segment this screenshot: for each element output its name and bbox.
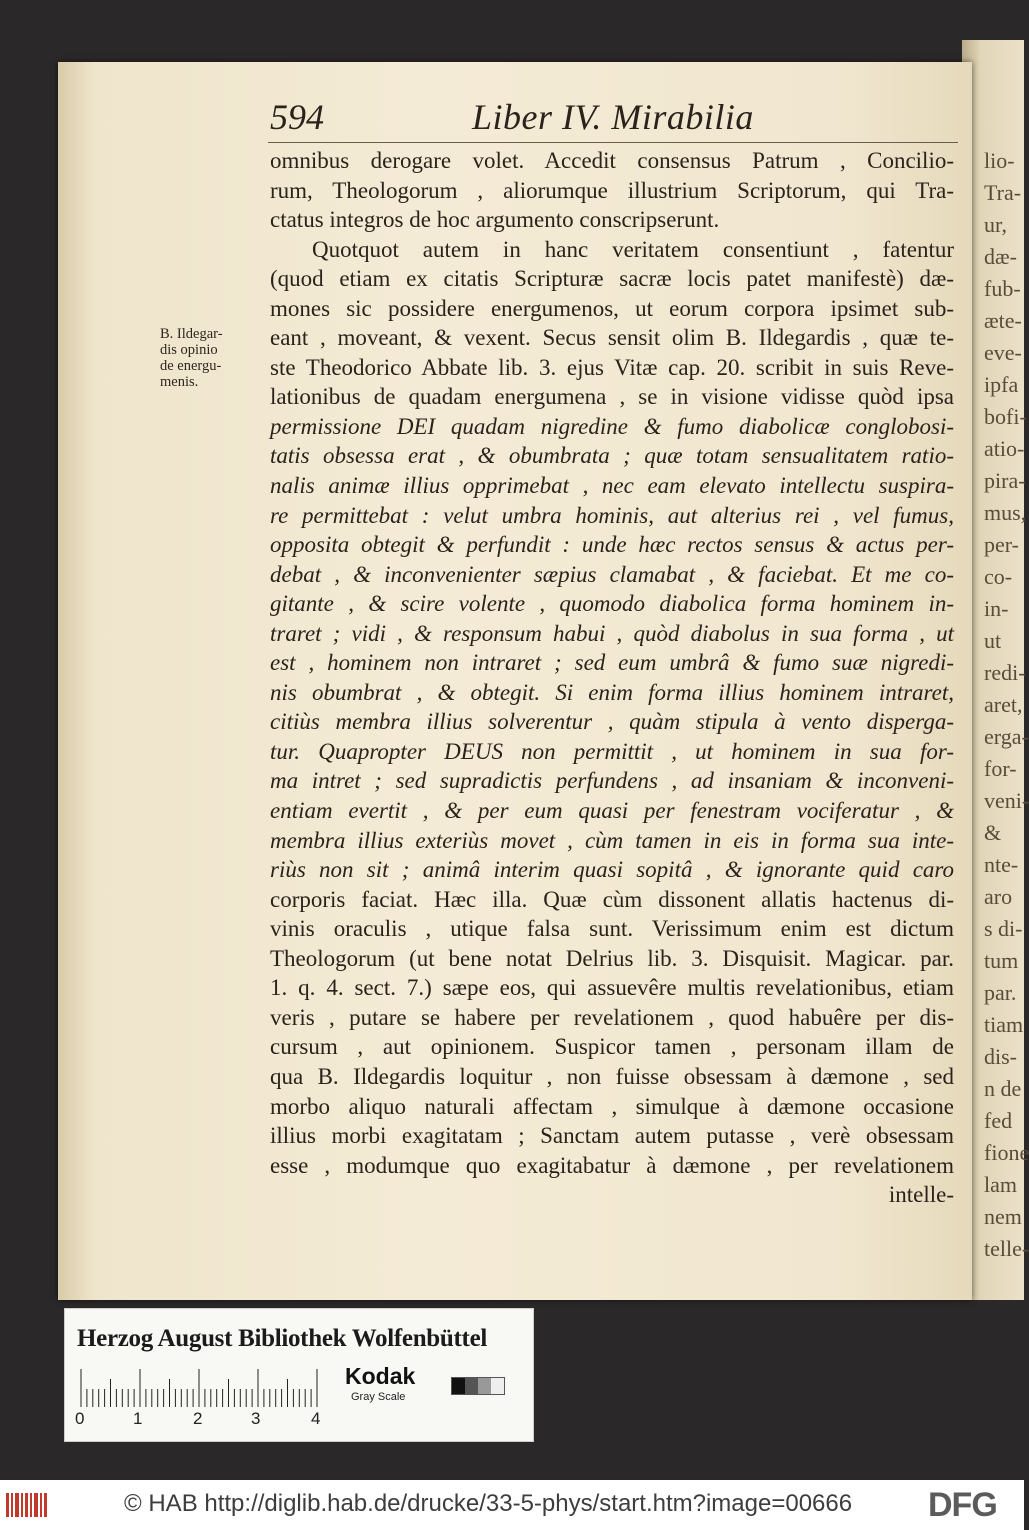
adjacent-page-fragment: fub- <box>984 276 1021 301</box>
adjacent-page-fragment: mus, <box>984 500 1027 525</box>
text-line: illius morbi exagitatam ; Sanctam autem putasse , verè obsessam <box>270 1123 954 1149</box>
adjacent-page-fragment: ur, <box>984 212 1007 237</box>
adjacent-page-fragment: co- <box>984 564 1013 589</box>
page-number: 594 <box>270 97 324 137</box>
ruler-number: 0 <box>75 1409 85 1428</box>
text-line: re permittebat : velut umbra hominis, aut alterius rei , vel fumus, <box>270 502 954 528</box>
adjacent-page-fragment: fed <box>984 1108 1013 1133</box>
adjacent-page-fragment: nte- <box>984 852 1019 877</box>
text-line: qua B. Ildegardis loquitur , non fuisse obsessam à dæmone , sed <box>270 1063 954 1089</box>
text-line: 1. q. 4. sect. 7.) sæpe eos, qui assuevêre multis revelationibus, etiam <box>270 975 954 1001</box>
text-line: tatis obsessa erat , & obumbrata ; quæ totam sensualitatem ratio- <box>270 443 954 469</box>
text-line: nalis animæ illius opprimebat , nec eam elevato intellectu suspira- <box>270 473 954 499</box>
adjacent-page-fragment: bofi- <box>984 404 1027 429</box>
text-line: veris , putare se habere per revelationem , quod habuêre per dis- <box>270 1004 954 1030</box>
dfg-logo: DFG <box>928 1486 997 1524</box>
adjacent-page-fragment: per- <box>984 532 1019 557</box>
adjacent-page-fragment: nem <box>984 1204 1022 1229</box>
text-line: mones sic possidere energumenos, ut eorum corpora ipsimet sub- <box>270 295 954 321</box>
adjacent-page-fragment: in- <box>984 596 1009 621</box>
text-line: Theologorum (ut bene notat Delrius lib. 3. Disquisit. Magicar. par. <box>270 945 954 971</box>
text-line: cursum , aut opinionem. Suspicor tamen , personam illam de <box>270 1034 954 1060</box>
text-line: membra illius exteriùs movet , cùm tamen in eis in forma sua inte- <box>270 827 954 853</box>
adjacent-page-fragment: erga- <box>984 724 1029 749</box>
text-line: vinis oraculis , utique falsa sunt. Verissimum enim est dictum <box>270 916 954 942</box>
adjacent-page-fragment: tum <box>984 948 1019 973</box>
margin-note-line: de energu- <box>160 358 222 374</box>
adjacent-page-fragment: par. <box>984 980 1017 1005</box>
text-line: esse , modumque quo exagitabatur à dæmone , per revelationem <box>270 1152 954 1178</box>
gray-patch-black <box>452 1378 465 1394</box>
library-name: Herzog August Bibliothek Wolfenbüttel <box>77 1325 488 1352</box>
adjacent-page-fragment: fione <box>984 1140 1029 1165</box>
copyright-link[interactable]: © HAB http://diglib.hab.de/drucke/33-5-phys/start.htm?image=00666 <box>124 1490 853 1517</box>
text-line: eant , moveant, & vexent. Secus sensit olim B. Ildegardis , quæ te- <box>270 325 954 351</box>
text-line: ctatus integros de hoc argumento conscripserunt. <box>270 207 720 233</box>
body-text <box>270 146 954 1210</box>
running-head: Liber IV. Mirabilia <box>472 97 754 137</box>
ruler-number: 1 <box>133 1409 143 1428</box>
text-line: intelle- <box>888 1182 954 1208</box>
ruler-number: 3 <box>251 1409 261 1428</box>
text-line: entiam evertit , & per eum quasi per fenestram vociferatur , & <box>270 798 954 824</box>
margin-note-line: menis. <box>160 374 199 390</box>
gray-scale-label: Gray Scale <box>351 1391 406 1403</box>
text-line: ma intret ; sed supradictis perfundens , ad insaniam & inconveni- <box>270 768 954 794</box>
text-line: debat , & inconvenienter sæpius clamabat , & faciebat. Et me co- <box>270 561 954 587</box>
gray-patch-dark <box>465 1378 478 1394</box>
text-line: citiùs membra illius solverentur , quàm stipula à vento disperga- <box>270 709 954 735</box>
text-line: opposita obtegit & perfundit : unde hæc rectos sensus & actus per- <box>270 532 954 558</box>
text-line: gitante , & scire volente , quomodo diabolica forma hominem in- <box>270 591 954 617</box>
margin-note <box>160 326 268 390</box>
kodak-logo: Kodak <box>345 1363 416 1389</box>
adjacent-page-fragment: veni- <box>984 788 1029 813</box>
text-line: corporis faciat. Hæc illa. Quæ cùm dissonent allatis hactenus di- <box>270 886 954 912</box>
text-line: traret ; vidi , & responsum habui , quòd diabolus in sua forma , ut <box>270 620 954 646</box>
adjacent-page-fragment: atio- <box>984 436 1025 461</box>
header-rule <box>268 142 958 143</box>
text-line: morbo aliquo naturali affectam , simulque à dæmone occasione <box>270 1093 954 1119</box>
adjacent-page-fragment: eve- <box>984 340 1022 365</box>
text-line: tur. Quapropter DEUS non permittit , ut hominem in sua for- <box>270 738 954 764</box>
adjacent-page-fragment: pira- <box>984 468 1026 493</box>
margin-note-line: dis opinio <box>160 342 218 358</box>
text-line: (quod etiam ex citatis Scripturæ sacræ locis patet manifestè) dæ- <box>270 266 954 292</box>
adjacent-page-fragment: aret, <box>984 692 1023 717</box>
barcode-icon <box>6 1491 48 1519</box>
text-line: Quotquot autem in hanc veritatem consentiunt , fatentur <box>312 236 954 262</box>
gray-patch-mid <box>478 1378 491 1394</box>
gray-patch-light <box>491 1378 504 1394</box>
ruler-scale <box>79 1367 319 1407</box>
adjacent-page-fragment: dis- <box>984 1044 1017 1069</box>
adjacent-page-fragment: lam <box>984 1172 1017 1197</box>
color-scale-card <box>64 1308 534 1442</box>
adjacent-page-fragment: aro <box>984 884 1013 909</box>
footer-bar <box>0 1480 1024 1530</box>
adjacent-page-fragment: dæ- <box>984 244 1017 269</box>
adjacent-page-fragment: lio- <box>984 148 1015 173</box>
text-line: omnibus derogare volet. Accedit consensus Patrum , Concilio- <box>270 148 954 173</box>
adjacent-page-fragment: for- <box>984 756 1017 781</box>
adjacent-page-fragment: æte- <box>984 308 1022 333</box>
adjacent-page-fragment: tiam <box>984 1012 1024 1037</box>
adjacent-page-fragment: Tra- <box>984 180 1022 205</box>
adjacent-page-fragment: redi- <box>984 660 1026 685</box>
text-line: est , hominem non intraret ; sed eum umbrâ & fumo suæ nigredi- <box>270 650 954 676</box>
adjacent-page-fragment: & <box>984 820 1002 845</box>
margin-note-line: B. Ildegar- <box>160 326 223 342</box>
adjacent-page-fragment: telle- <box>984 1236 1029 1261</box>
text-line: ste Theodorico Abbate lib. 3. ejus Vitæ cap. 20. scribit in suis Reve- <box>270 354 954 380</box>
text-line: rum, Theologorum , aliorumque illustrium Scriptorum, qui Tra- <box>270 177 954 203</box>
text-line: lationibus de quadam energumena , se in visione vidisse quòd ipsa <box>270 384 954 410</box>
ruler-number: 2 <box>193 1409 203 1428</box>
ruler-number: 4 <box>311 1409 321 1428</box>
adjacent-page-fragment: s di- <box>984 916 1023 941</box>
text-line: riùs non sit ; animâ interim quasi sopitâ , & ignorante quid caro <box>270 857 954 883</box>
adjacent-page-fragment: n de <box>984 1076 1022 1101</box>
gray-patches <box>451 1377 505 1395</box>
adjacent-page-fragment: ipfa <box>984 372 1019 397</box>
adjacent-page-fragment: ut <box>984 628 1002 653</box>
text-line: nis obumbrat , & obtegit. Si enim forma illius hominem intraret, <box>270 679 954 705</box>
text-line: permissione DEI quadam nigredine & fumo diabolicæ conglobosi- <box>270 413 954 439</box>
